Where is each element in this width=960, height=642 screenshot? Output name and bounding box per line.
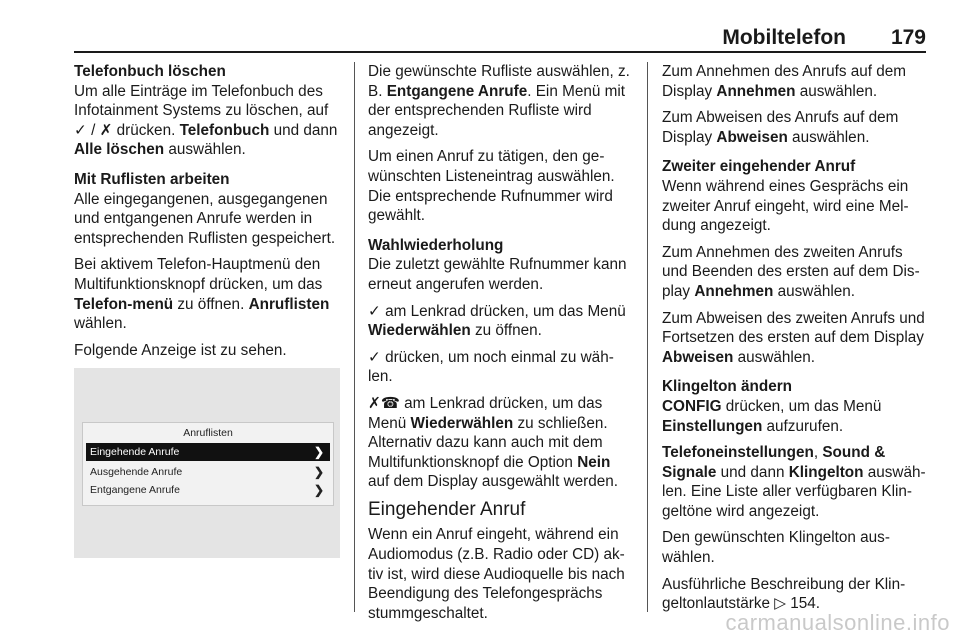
- list-item-label: Eingehende Anrufe: [90, 446, 180, 458]
- text: drücken.: [112, 121, 180, 139]
- paragraph: [662, 62, 926, 101]
- paragraph: Wenn ein Anruf eingeht, während ein Audiomodus (z.B. Radio oder CD) aktiv ist, wird diese Audioquelle bis nach Beendigung des Telefongesprächs stummgeschaltet.: [368, 526, 625, 622]
- header-rule: [74, 51, 926, 53]
- heading-wahlwiederholung: Wahlwiederholung: [368, 236, 504, 254]
- list-item-label: Ausgehende Anrufe: [90, 466, 183, 478]
- display-illustration: [74, 368, 340, 558]
- text: Bei aktivem Telefon-Hauptmenü den Multifunktionsknopf drücken, um das: [74, 256, 323, 293]
- column-divider: [354, 62, 355, 612]
- term-sound-signale: Sound & Signale: [662, 444, 886, 481]
- chevron-right-icon: ❯: [313, 483, 324, 497]
- display-frame: [82, 422, 334, 506]
- text: auswählen.: [773, 282, 855, 300]
- text: drücken, um das Menü: [721, 397, 882, 415]
- text: Zum Abweisen des Anrufs auf dem Display: [662, 109, 899, 146]
- text: auf dem Display ausgewählt werden.: [368, 473, 618, 491]
- term-alle-loeschen: Alle löschen: [74, 141, 165, 159]
- text: zu schließen. Alternativ dazu kann auch mit dem Multifunktionsknopf die Option: [368, 414, 608, 471]
- text: zu öffnen.: [470, 322, 542, 340]
- text: wählen.: [74, 315, 127, 333]
- text: und dann: [716, 463, 789, 481]
- term-anruflisten: Anruflisten: [248, 295, 330, 313]
- text: Um alle Einträge im Telefonbuch des Infotainment Systems zu löschen, auf: [74, 82, 329, 120]
- text: am Lenkrad drücken, um das Menü: [368, 394, 603, 432]
- paragraph: Alle eingegangenen, ausgegangenen und entgangenen Anrufe werden in entsprechenden Ruflisten gespeichert.: [74, 190, 336, 247]
- text: Zum Annehmen des zweiten Anrufs und Beenden des ersten auf dem Display: [662, 243, 920, 300]
- phone-check-icon: ✓: [368, 301, 381, 320]
- text: Ausführliche Beschreibung der Klingeltonlautstärke: [662, 575, 906, 613]
- term-abweisen: Abweisen: [662, 348, 734, 366]
- column-1: [74, 62, 340, 367]
- heading-eingehender-anruf: Eingehender Anruf: [368, 498, 526, 520]
- text: auswählen.: [164, 141, 246, 159]
- list-item-eingehende: [86, 443, 330, 461]
- term-abweisen: Abweisen: [716, 128, 788, 146]
- text: Zum Abweisen des zweiten Anrufs und Fortsetzen des ersten auf dem Display: [662, 309, 925, 347]
- paragraph: [74, 255, 340, 333]
- term-telefoneinstellungen: Telefoneinstellungen: [662, 444, 814, 462]
- heading-telefonbuch-loeschen: Telefonbuch löschen: [74, 63, 226, 80]
- paragraph: Wenn während eines Gesprächs ein zweiter Anruf eingeht, wird eine Meldung angezeigt.: [662, 177, 909, 235]
- heading-ruflisten: Mit Ruflisten arbeiten: [74, 170, 230, 188]
- page-header: [74, 26, 926, 48]
- text: auswählen.: [795, 82, 878, 100]
- paragraph: [368, 302, 632, 341]
- term-einstellungen: Einstellungen: [662, 417, 763, 435]
- chevron-right-icon: ❯: [313, 445, 324, 459]
- text: Zum Annehmen des Anrufs auf dem Display: [662, 63, 907, 100]
- paragraph: [368, 394, 632, 492]
- phone-check-icon: ✓: [368, 347, 381, 366]
- paragraph: [368, 62, 632, 140]
- text: 154.: [786, 595, 821, 613]
- term-config: CONFIG: [662, 397, 722, 415]
- term-wiederwaehlen: Wiederwählen: [368, 322, 471, 340]
- term-entgangene-anrufe: Entgangene Anrufe: [386, 82, 528, 100]
- term-klingelton: Klingelton: [788, 463, 864, 481]
- list-item-label: Entgangene Anrufe: [90, 484, 180, 496]
- watermark: carmanualsonline.info: [725, 610, 950, 635]
- paragraph: [74, 82, 340, 160]
- phone-hangup-icon: ✗☎: [368, 393, 400, 412]
- text: am Lenkrad drücken, um das Menü: [380, 302, 626, 320]
- text: . Ein Menü mit der entsprechenden Rufliste wird angezeigt.: [368, 82, 625, 139]
- page-number: 179: [890, 26, 926, 49]
- term-nein: Nein: [577, 453, 611, 471]
- column-2: [368, 62, 632, 630]
- column-3: [662, 62, 926, 621]
- paragraph: [368, 348, 632, 387]
- paragraph: Den gewünschten Klingelton auswählen.: [662, 529, 890, 567]
- text: aufzurufen.: [762, 417, 844, 435]
- phone-check-icon: ✓: [74, 120, 87, 139]
- text: ,: [813, 444, 823, 462]
- text: /: [86, 121, 100, 139]
- paragraph: [662, 443, 926, 521]
- term-annehmen: Annehmen: [694, 282, 774, 300]
- page-title: Mobiltelefon: [722, 26, 846, 49]
- text: Die gewünschte Rufliste auswählen, z. B.: [368, 63, 630, 100]
- paragraph: [662, 243, 926, 302]
- chevron-right-icon: ❯: [313, 465, 324, 479]
- page-reference-icon: ▷: [774, 594, 787, 613]
- text: auswählen.: [733, 348, 816, 366]
- display-title: Anruflisten: [183, 427, 233, 439]
- text: drücken, um noch einmal zu wählen.: [368, 348, 614, 386]
- paragraph: [662, 397, 926, 436]
- column-divider: [647, 62, 648, 612]
- paragraph: [662, 108, 926, 147]
- paragraph: [662, 309, 926, 368]
- list-item-ausgehende: [86, 463, 330, 481]
- heading-zweiter-anruf: Zweiter eingehender Anruf: [662, 158, 856, 176]
- text: auswählen.: [787, 128, 870, 146]
- term-wiederwaehlen: Wiederwählen: [410, 414, 514, 432]
- heading-klingelton: Klingelton ändern: [662, 378, 793, 396]
- list-item-entgangene: [86, 481, 330, 499]
- term-telefon-menu: Telefon-menü: [74, 295, 174, 313]
- term-annehmen: Annehmen: [716, 82, 796, 100]
- phone-cancel-icon: ✗: [99, 120, 113, 139]
- paragraph: Die zuletzt gewählte Rufnummer kann erneut angerufen werden.: [368, 256, 627, 293]
- paragraph: [662, 575, 926, 614]
- text: zu öffnen.: [173, 295, 249, 313]
- term-telefonbuch: Telefonbuch: [179, 121, 270, 139]
- paragraph: Um einen Anruf zu tätigen, den gewünschten Listeneintrag auswählen. Die entsprechende Rufnummer wird gewählt.: [368, 148, 615, 225]
- paragraph: Folgende Anzeige ist zu sehen.: [74, 341, 287, 359]
- text: auswählen. Eine Liste aller verfügbaren Klingeltöne wird angezeigt.: [662, 463, 926, 520]
- text: und dann: [269, 121, 338, 139]
